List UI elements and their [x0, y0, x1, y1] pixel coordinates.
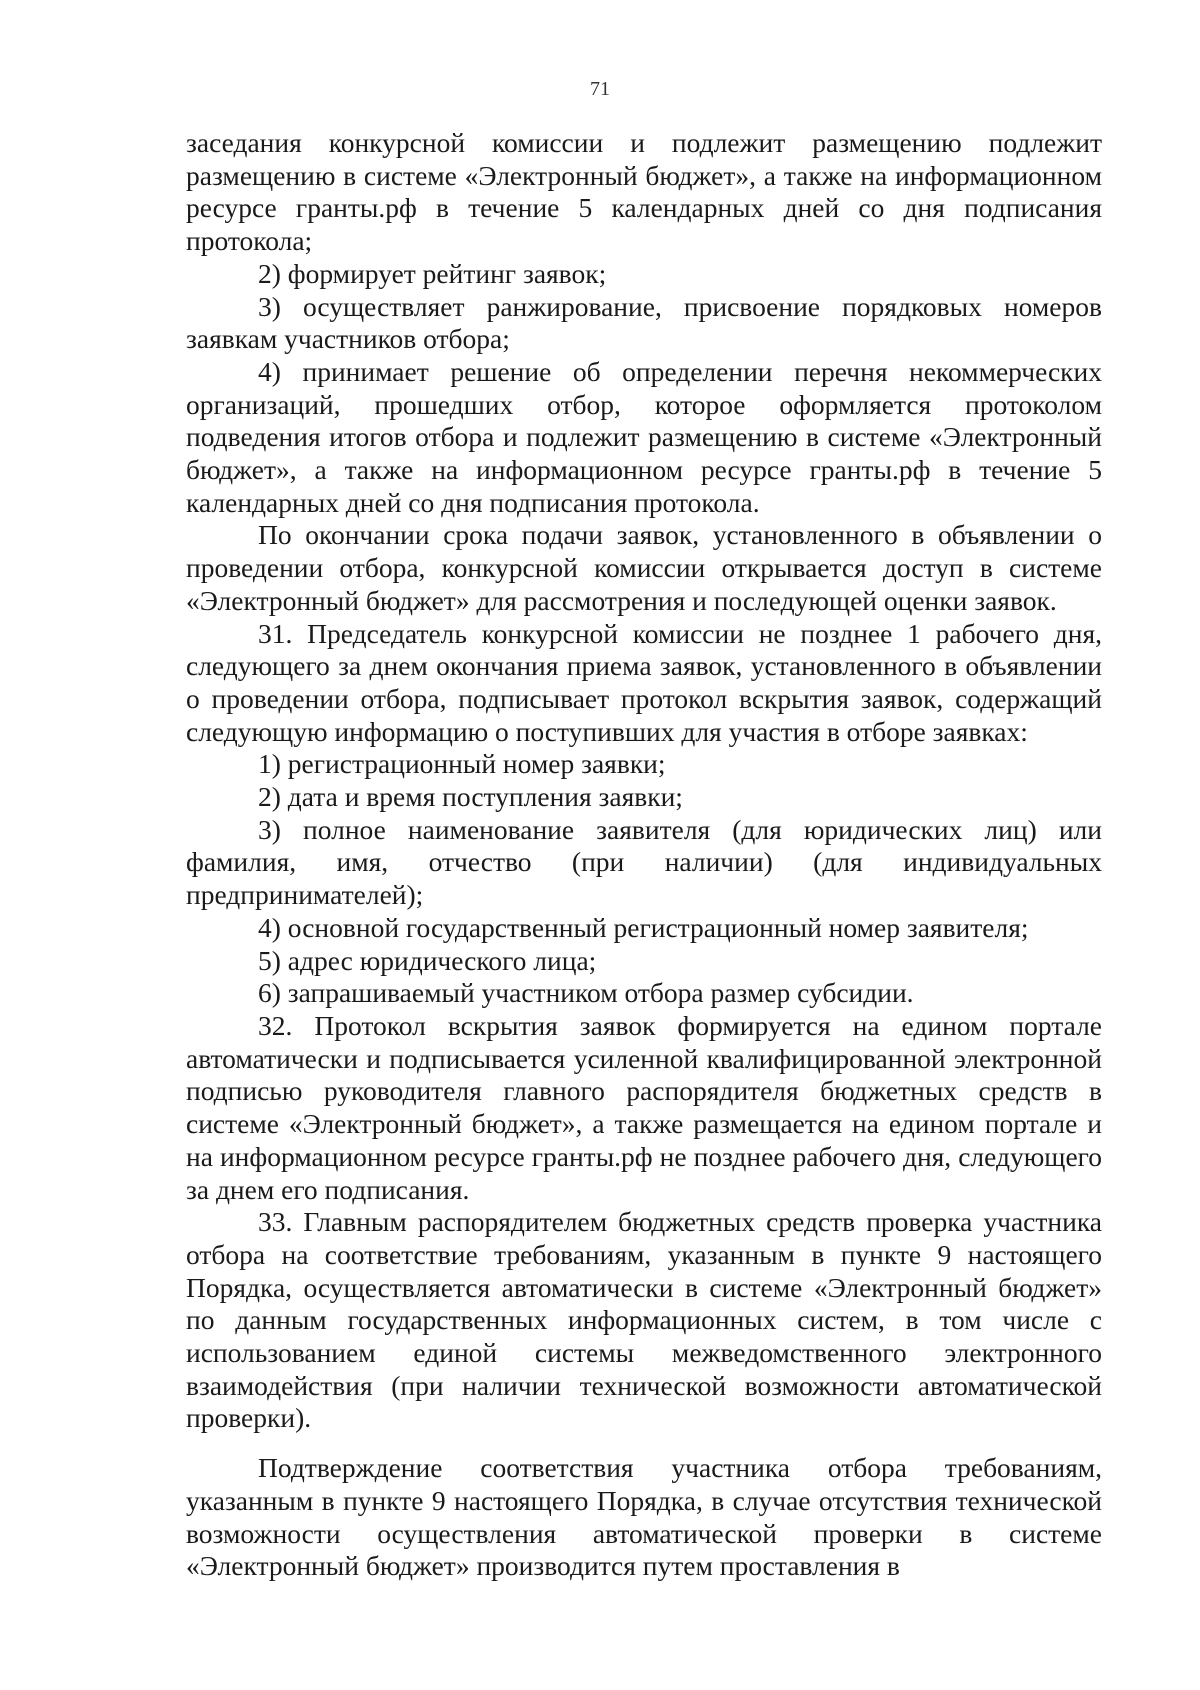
list-item: 6) запрашиваемый участником отбора размер субсидии. — [258, 977, 914, 1009]
page-number: 71 — [590, 78, 610, 100]
list-item: 5) адрес юридического лица; — [258, 944, 597, 976]
clause-32: 32. Протокол вскрытия заявок формируется на едином портале автоматически и подписывается усиленной квалифицированной электронной подписью руководителя главного распорядителя бюджетных средств в системе «Электронный бюджет», а также размещается на едином портале и на информационном ресурсе гранты.рф не позднее рабочего дня, следующего за днем его подписания. — [186, 1009, 1102, 1205]
list-item: 3) осуществляет ранжирование, присвоение порядковых номеров заявкам участников отбора; — [186, 290, 1102, 355]
paragraph: По окончании срока подачи заявок, установленного в объявлении о проведении отбора, конкурсной комиссии открывается доступ в системе «Электронный бюджет» для рассмотрения и последующей оценки заявок. — [186, 519, 1102, 616]
clause-31: 31. Председатель конкурсной комиссии не позднее 1 рабочего дня, следующего за днем окончания приема заявок, установленного в объявлении о проведении отбора, подписывает протокол вскрытия заявок, содержащий следующую информацию о поступивших для участия в отборе заявках: — [186, 617, 1102, 747]
list-item: 4) принимает решение об определении перечня некоммерческих организаций, прошедших отбор, которое оформляется протоколом подведения итогов отбора и подлежит размещению в системе «Электронный бюджет», а также на информационном ресурсе гранты.рф в течение 5 календарных дней со дня подписания протокола. — [186, 355, 1102, 518]
list-item: 2) дата и время поступления заявки; — [258, 781, 683, 813]
list-item: 3) полное наименование заявителя (для юридических лиц) или фамилия, имя, отчество (при наличии) (для индивидуальных предпринимателей); — [186, 813, 1102, 911]
paragraph: заседания конкурсной комиссии и подлежит размещению подлежит размещению в системе «Электронный бюджет», а также на информационном ресурсе гранты.рф в течение 5 календарных дней со дня подписания протокола; — [186, 127, 1102, 257]
list-item: 2) формирует рейтинг заявок; — [258, 257, 607, 289]
paragraph: Подтверждение соответствия участника отбора требованиям, указанным в пункте 9 настоящего Порядка, в случае отсутствия технической возможности осуществления автоматической проверки в системе «Электронный бюджет» производится путем проставления в — [186, 1452, 1102, 1582]
list-item: 4) основной государственный регистрационный номер заявителя; — [258, 911, 1029, 943]
clause-33: 33. Главным распорядителем бюджетных средств проверка участника отбора на соответствие требованиям, указанным в пункте 9 настоящего Порядка, осуществляется автоматически в системе «Электронный бюджет» по данным государственных информационных систем, в том числе с использованием единой системы межведомственного электронного взаимодействия (при наличии технической возможности автоматической проверки). — [186, 1206, 1102, 1434]
list-item: 1) регистрационный номер заявки; — [258, 748, 666, 780]
document-body — [186, 127, 1102, 1583]
